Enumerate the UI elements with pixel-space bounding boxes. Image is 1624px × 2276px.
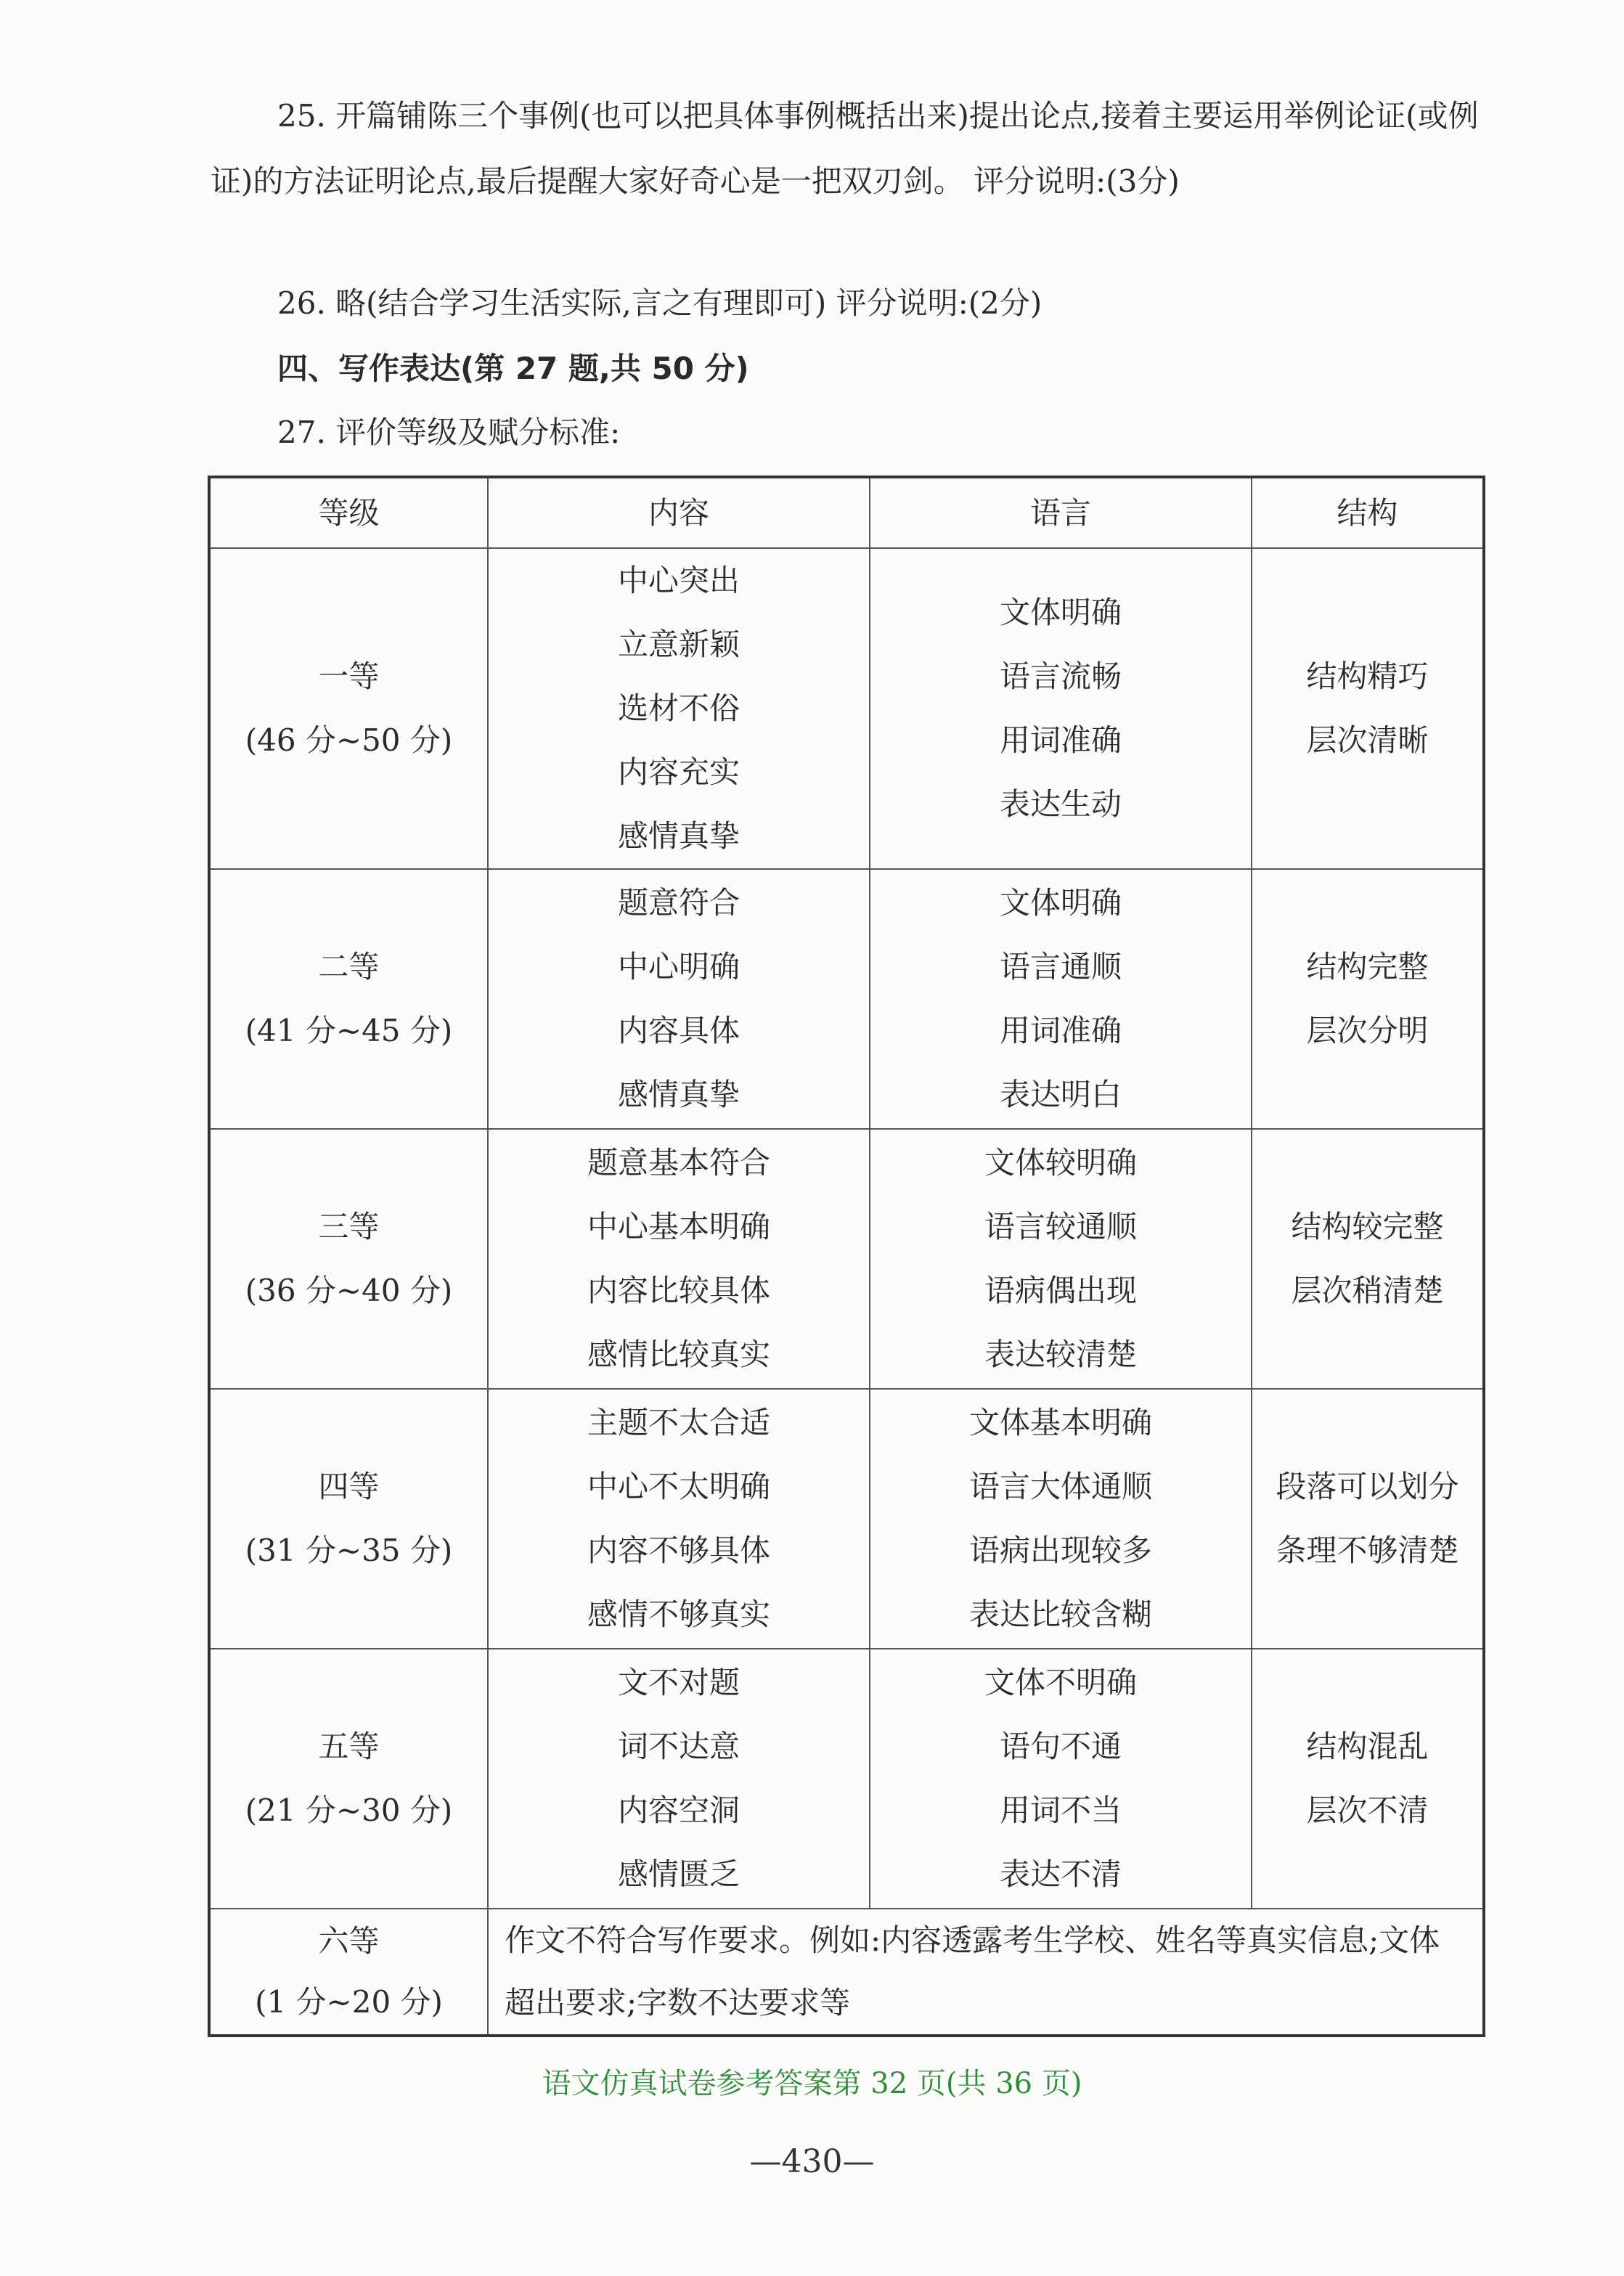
header-grade: 等级 [209, 477, 488, 548]
criterion: 条理不够清楚 [1276, 1533, 1459, 1568]
criterion: 语言通顺 [999, 949, 1122, 984]
table-header-row [209, 477, 1484, 548]
criterion: 表达比较含糊 [968, 1596, 1152, 1632]
section-title-writing: 四、写作表达(第 27 题,共 50 分) [277, 351, 749, 386]
language-cell [870, 1129, 1252, 1389]
criterion: 感情匮乏 [617, 1856, 740, 1892]
language-cell [870, 548, 1252, 869]
grade-cell [209, 1649, 488, 1909]
answer-25: 25. 开篇铺陈三个事例(也可以把具体事例概括出来)提出论点,接着主要运用举例论证(或例证)的方法证明论点,最后提醒大家好奇心是一把双刃剑。 评分说明:(3分) [211, 98, 1479, 199]
grade-label: 六等 [318, 1923, 380, 1959]
content-cell [488, 548, 870, 869]
criterion: 表达较清楚 [984, 1337, 1137, 1372]
criterion: 感情比较真实 [587, 1337, 770, 1372]
content-cell [488, 1649, 870, 1909]
structure-cell [1252, 1389, 1484, 1649]
criterion: 结构混乱 [1306, 1729, 1429, 1764]
table-row [209, 869, 1484, 1129]
grade-cell [209, 869, 488, 1129]
language-cell [870, 1649, 1252, 1909]
criterion: 语病偶出现 [984, 1273, 1137, 1308]
criterion: 语句不通 [999, 1729, 1122, 1764]
criterion: 用词不当 [999, 1792, 1122, 1828]
criterion: 中心基本明确 [587, 1209, 770, 1244]
table-row [209, 1129, 1484, 1389]
answer-27-intro: 27. 评价等级及赋分标准: [277, 415, 621, 450]
header-content: 内容 [488, 477, 870, 548]
footer-caption: 语文仿真试卷参考答案第 32 页(共 36 页) [542, 2067, 1082, 2100]
criterion: 语言大体通顺 [968, 1469, 1152, 1504]
grade-cell [209, 1909, 488, 2036]
criterion: 表达不清 [999, 1856, 1122, 1892]
criterion: 文体明确 [999, 885, 1122, 921]
criterion: 内容具体 [617, 1013, 740, 1048]
criterion: 中心突出 [617, 563, 740, 598]
criterion: 结构较完整 [1291, 1209, 1444, 1244]
structure-cell [1252, 1129, 1484, 1389]
table-row [209, 1649, 1484, 1909]
grade-cell [209, 548, 488, 869]
structure-cell [1252, 548, 1484, 869]
grade-label: 五等 [318, 1729, 380, 1764]
criterion: 文体不明确 [984, 1665, 1137, 1700]
criterion: 层次不清 [1306, 1792, 1429, 1828]
language-cell [870, 869, 1252, 1129]
criterion: 文体基本明确 [968, 1405, 1152, 1440]
criterion: 感情真挚 [617, 818, 740, 854]
criterion: 语言较通顺 [984, 1209, 1137, 1244]
grade-range: (46 分~50 分) [245, 722, 453, 758]
criterion: 立意新颖 [617, 627, 740, 662]
criterion: 语病出现较多 [968, 1533, 1152, 1568]
structure-cell [1252, 869, 1484, 1129]
criterion: 层次分明 [1306, 1013, 1429, 1048]
criterion: 中心明确 [617, 949, 740, 984]
table-row [209, 548, 1484, 869]
answer-26: 26. 略(结合学习生活实际,言之有理即可) 评分说明:(2分) [277, 285, 1042, 321]
grade-range: (21 分~30 分) [245, 1792, 453, 1828]
criterion: 结构完整 [1306, 949, 1429, 984]
criterion: 文体较明确 [984, 1145, 1137, 1180]
grade-cell [209, 1129, 488, 1389]
content-cell [488, 1129, 870, 1389]
criterion: 题意基本符合 [587, 1145, 770, 1180]
criterion: 结构精巧 [1306, 658, 1429, 694]
criterion: 层次清晰 [1306, 722, 1429, 758]
grade-label: 二等 [318, 949, 380, 984]
grade-range: (41 分~45 分) [245, 1013, 453, 1048]
criterion: 层次稍清楚 [1291, 1273, 1444, 1308]
grade-range: (1 分~20 分) [255, 1984, 443, 2020]
criterion: 文体明确 [999, 595, 1122, 630]
criterion: 内容充实 [617, 754, 740, 790]
grade-range: (36 分~40 分) [245, 1273, 453, 1308]
header-structure: 结构 [1252, 477, 1484, 548]
criterion: 内容比较具体 [587, 1273, 770, 1308]
criterion: 用词准确 [999, 1013, 1122, 1048]
criterion: 语言流畅 [999, 658, 1122, 694]
grade-label: 一等 [318, 658, 380, 694]
grade-six-note: 作文不符合写作要求。例如:内容透露考生学校、姓名等真实信息;文体超出要求;字数不达要求等 [488, 1909, 1484, 2036]
criterion: 词不达意 [617, 1729, 740, 1764]
criterion: 内容空洞 [617, 1792, 740, 1828]
structure-cell [1252, 1649, 1484, 1909]
criterion: 内容不够具体 [587, 1533, 770, 1568]
grade-label: 四等 [318, 1469, 380, 1504]
grading-table [208, 476, 1485, 2037]
content-cell [488, 1389, 870, 1649]
header-language: 语言 [870, 477, 1252, 548]
grade-range: (31 分~35 分) [245, 1533, 453, 1568]
criterion: 文不对题 [617, 1665, 740, 1700]
criterion: 用词准确 [999, 722, 1122, 758]
content-cell [488, 869, 870, 1129]
table-row [209, 1909, 1484, 2036]
criterion: 题意符合 [617, 885, 740, 921]
criterion: 感情不够真实 [587, 1596, 770, 1632]
criterion: 选材不俗 [617, 690, 740, 726]
table-row [209, 1389, 1484, 1649]
grade-cell [209, 1389, 488, 1649]
criterion: 主题不太合适 [587, 1405, 770, 1440]
page-number: —430— [749, 2143, 875, 2180]
criterion: 表达明白 [999, 1077, 1122, 1112]
language-cell [870, 1389, 1252, 1649]
criterion: 表达生动 [999, 786, 1122, 822]
criterion: 中心不太明确 [587, 1469, 770, 1504]
criterion: 段落可以划分 [1276, 1469, 1459, 1504]
grade-label: 三等 [318, 1209, 380, 1244]
criterion: 感情真挚 [617, 1077, 740, 1112]
